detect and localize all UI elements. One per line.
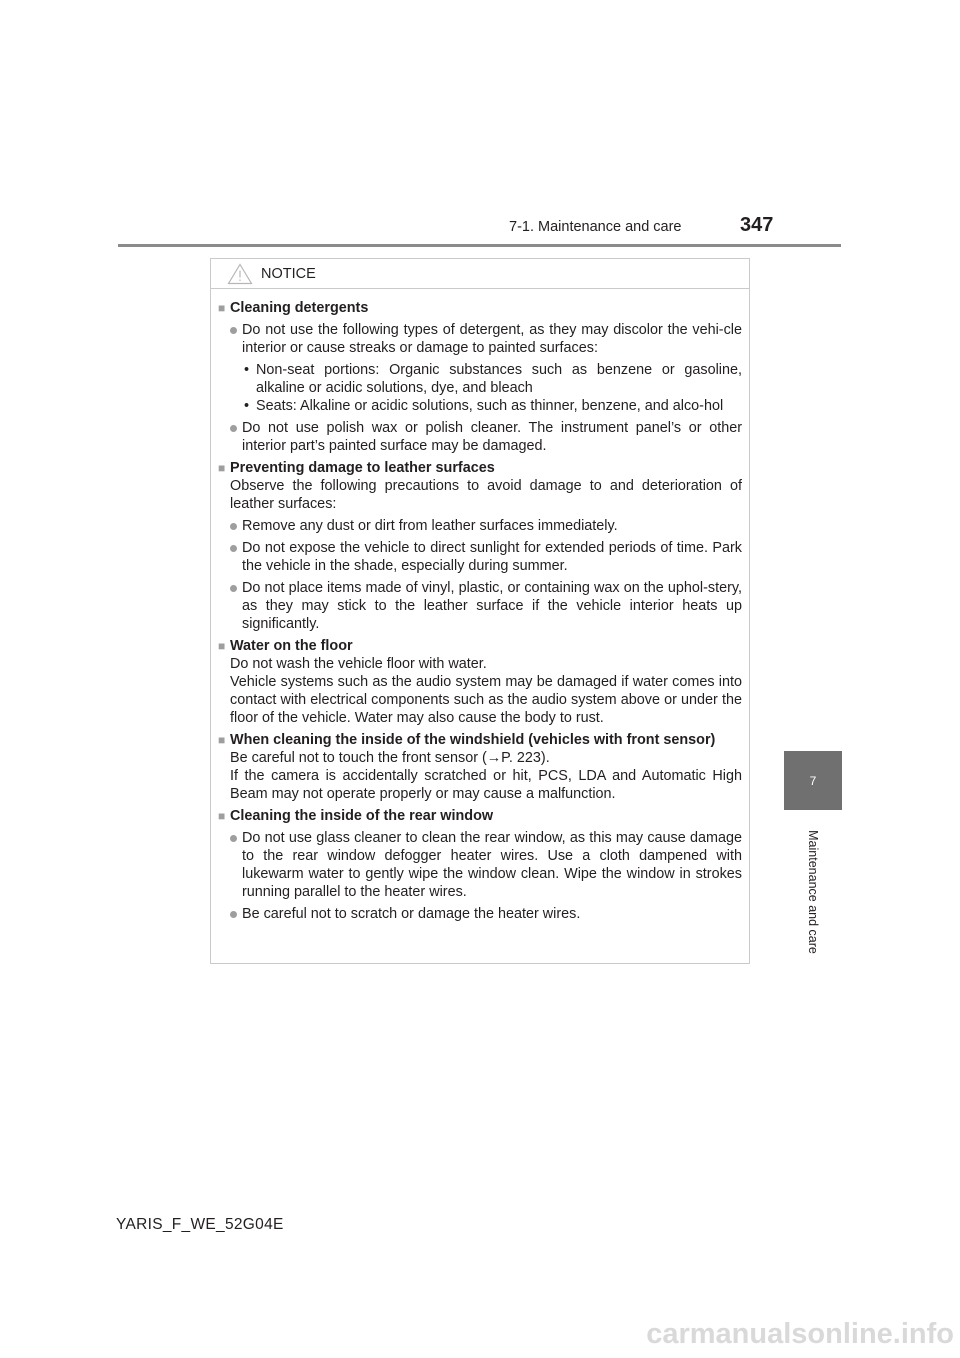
watermark: carmanualsonline.info (646, 1318, 954, 1350)
document-code: YARIS_F_WE_52G04E (116, 1216, 284, 1233)
section-heading: ■ Cleaning the inside of the rear window (218, 808, 494, 824)
section-leather-surfaces (218, 459, 742, 633)
chapter-side-label (784, 818, 842, 966)
notice-body (211, 289, 749, 923)
list-item: Do not place items made of vinyl, plastic, or containing wax on the uphol-stery, as they may stick to the leather surface if the vehicle interior heats up significantly. (230, 579, 742, 633)
notice-title: NOTICE (261, 265, 316, 282)
round-bullet-icon (230, 911, 237, 918)
section-heading: ■ Cleaning detergents (218, 300, 369, 316)
round-bullet-icon (230, 523, 237, 530)
warning-triangle-icon (227, 263, 253, 285)
header-section-title: 7-1. Maintenance and care (509, 219, 682, 235)
list-item: Do not expose the vehicle to direct sunlight for extended periods of time. Park the vehicle in the shade, especially during summer. (230, 539, 742, 575)
chapter-tab[interactable] (784, 751, 842, 810)
list-item: Be careful not to scratch or damage the heater wires. (230, 905, 742, 923)
notice-header (211, 259, 749, 289)
sub-list-item: • Non-seat portions: Organic substances such as benzene or gasoline, alkaline or acidic solutions, dye, and bleach (244, 362, 742, 396)
round-bullet-icon (230, 327, 237, 334)
section-cleaning-detergents (218, 299, 742, 455)
sub-list-item: • Seats: Alkaline or acidic solutions, such as thinner, benzene, and alco-hol (244, 398, 724, 414)
round-bullet-icon (230, 545, 237, 552)
section-windshield (218, 731, 742, 803)
square-bullet-icon: ■ (218, 461, 226, 475)
round-bullet-icon (230, 585, 237, 592)
section-heading: ■ When cleaning the inside of the windshield (vehicles with front sensor) (218, 732, 716, 748)
chapter-title: Maintenance and care (806, 830, 820, 954)
paragraph: If the camera is accidentally scratched or hit, PCS, LDA and Automatic High Beam may not operate properly or may cause a malfunction. (230, 768, 742, 802)
page-number: 347 (740, 214, 774, 236)
round-bullet-icon (230, 835, 237, 842)
list-item: Do not use polish wax or polish cleaner. The instrument panel’s or other interior part’s painted surface may be damaged. (230, 419, 742, 455)
square-bullet-icon: ■ (218, 301, 226, 315)
header-divider (118, 244, 841, 247)
square-bullet-icon: ■ (218, 809, 226, 823)
list-item: Do not use glass cleaner to clean the rear window, as this may cause damage to the rear window defogger heater wires. Use a cloth dampened with lukewarm water to gently wipe the window clean. Wipe the window in strokes running parallel to the heater wires. (230, 829, 742, 901)
paragraph: Vehicle systems such as the audio system may be damaged if water comes into contact with electrical components such as the audio system above or under the floor of the vehicle. Water may also cause the body to rust. (230, 674, 742, 726)
paragraph: Be careful not to touch the front sensor (→P. 223). (230, 750, 550, 766)
paragraph: Do not wash the vehicle floor with water. (230, 656, 487, 672)
list-item: Remove any dust or dirt from leather surfaces immediately. (230, 517, 742, 535)
paragraph: Observe the following precautions to avoid damage to and deterioration of leather surfaces: (230, 478, 742, 512)
list-item: Do not use the following types of detergent, as they may discolor the vehi-cle interior or cause streaks or damage to painted surfaces: • Non-seat portions: Organic substances such as benzene or gasoline, alkaline or acidic solutions, dye, and bleach • Seats: Alkaline or acidic solutions, such as thinner, benzene, and alco-hol (230, 321, 742, 415)
square-bullet-icon: ■ (218, 639, 226, 653)
notice-box (210, 258, 750, 964)
section-rear-window (218, 807, 742, 923)
round-bullet-icon (230, 425, 237, 432)
section-water-floor (218, 637, 742, 727)
section-heading: ■ Preventing damage to leather surfaces (218, 460, 495, 476)
section-heading: ■ Water on the floor (218, 638, 353, 654)
square-bullet-icon: ■ (218, 733, 226, 747)
chapter-number: 7 (809, 773, 817, 788)
